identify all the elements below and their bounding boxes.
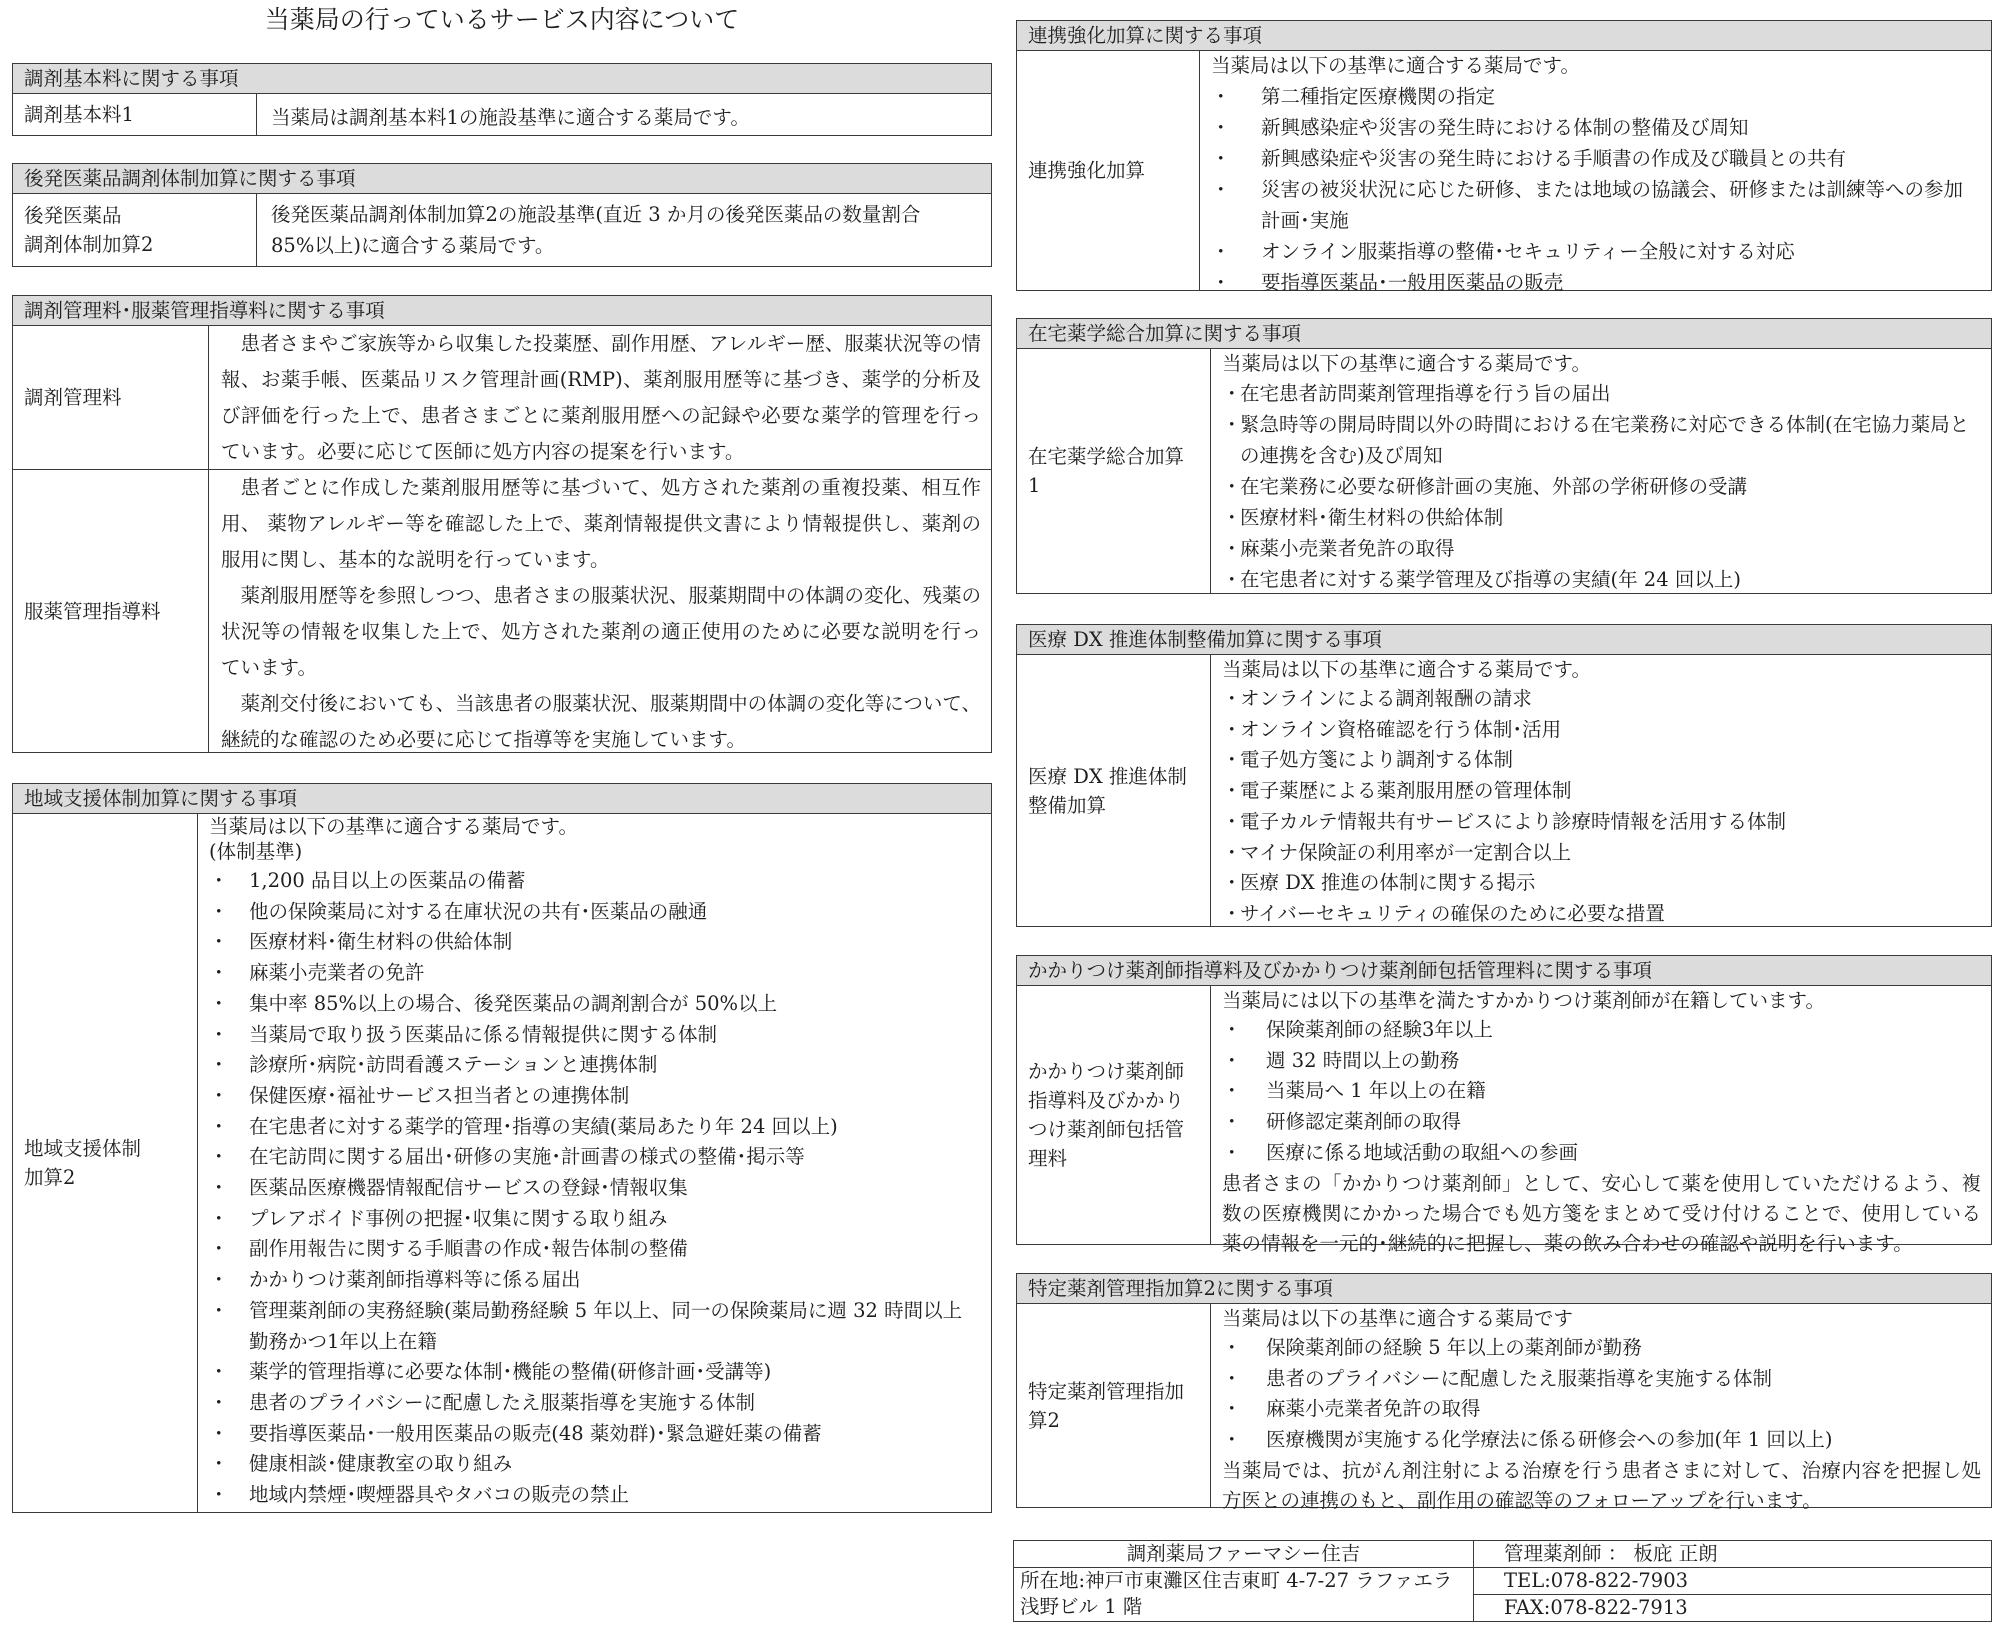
bullet-icon: ・ — [209, 1083, 229, 1107]
paragraph: 薬剤交付後においても、当該患者の服薬状況、服薬期間中の体調の変化等について、継続的な確認のため必要に応じて指導等を実施しています。 — [221, 692, 981, 751]
list-item-text: 管理薬剤師の実務経験(薬局勤務経験 5 年以上、同一の保険薬局に週 32 時間以上勤務かつ1年以上在籍 — [249, 1298, 963, 1353]
bullet-icon: ・ — [1211, 178, 1231, 201]
bullet-icon: ・ — [1222, 779, 1242, 803]
list-item — [1211, 112, 1981, 143]
bullet-icon: ・ — [209, 1360, 229, 1384]
row-label: 服薬管理指導料 — [13, 470, 209, 752]
intro-text: 当薬局は以下の基準に適合する薬局です。 — [1222, 352, 1591, 375]
list-item — [209, 958, 981, 989]
list-item — [1211, 174, 1981, 236]
list-item-text: 保健医療･福祉サービス担当者との連携体制 — [249, 1083, 630, 1107]
bullet-icon: ・ — [1211, 116, 1231, 139]
address-line: 浅野ビル 1 階 — [1020, 1595, 1143, 1618]
list-item — [209, 1419, 981, 1450]
paragraph: 患者さまやご家族等から収集した投薬歴、副作用歴、アレルギー歴、服薬状況等の情報、お薬手帳、医薬品リスク管理計画(RMP)、薬剤服用歴等に基づき、薬学的分析及び評価を行った上で、患者さまごとに薬剤服用歴への記録や必要な薬学的管理を行っています。必要に応じて医師に処方内容の提案を行います。 — [221, 332, 981, 463]
list-item-text: 緊急時等の開局時間以外の時間における在宅業務に対応できる体制(在宅協力薬局との連携を含む)及び周知 — [1240, 413, 1970, 467]
list-item-text: 麻薬小売業者免許の取得 — [1266, 1397, 1481, 1421]
bullet-icon: ・ — [209, 1237, 229, 1261]
list-item-text: 医療に係る地域活動の取組への参画 — [1266, 1140, 1579, 1164]
label-line: 在宅薬学総合加算 — [1028, 445, 1185, 468]
bullet-icon: ・ — [1222, 568, 1242, 591]
list-item — [1211, 267, 1981, 298]
text-line: 85%以上)に適合する薬局です。 — [271, 234, 555, 257]
bullet-icon: ・ — [1222, 717, 1242, 741]
bullet-icon: ・ — [209, 991, 229, 1015]
list-item-text: 診療所･病院･訪問看護ステーションと連携体制 — [249, 1053, 658, 1077]
bullet-icon: ・ — [1222, 413, 1242, 436]
list-item — [209, 1265, 981, 1296]
list-item — [1222, 745, 1981, 776]
label-line: 1 — [1028, 474, 1041, 497]
section-header: 在宅薬学総合加算に関する事項 — [1017, 319, 1991, 349]
bullet-icon: ・ — [1222, 382, 1242, 405]
section-header: 連携強化加算に関する事項 — [1017, 21, 1991, 51]
bullet-icon: ・ — [209, 961, 229, 985]
page-title: 当薬局の行っているサービス内容について — [264, 5, 740, 34]
label-line: 理料 — [1028, 1147, 1068, 1170]
list-item — [209, 989, 981, 1020]
text-line: 後発医薬品調剤体制加算2の施設基準(直近 3 か月の後発医薬品の数量割合 — [271, 203, 921, 226]
row-content — [1211, 655, 1991, 926]
list-item — [1222, 533, 1981, 564]
manager-name: 管理薬剤師 ： 板庇 正朗 — [1504, 1542, 1718, 1565]
bullet-icon: ・ — [209, 1421, 229, 1445]
list-item-text: 在宅患者に対する薬学管理及び指導の実績(年 24 回以上) — [1240, 568, 1741, 591]
section-kohatsu — [12, 163, 992, 267]
list-item — [1222, 1394, 1981, 1425]
list-item-text: 患者のプライバシーに配慮したえ服薬指導を実施する体制 — [1266, 1366, 1773, 1390]
criteria-list — [1222, 1015, 1981, 1169]
bullet-icon: ・ — [1222, 1397, 1242, 1421]
bullet-icon: ・ — [1222, 748, 1242, 772]
contact — [1474, 1568, 1991, 1621]
list-item-text: 在宅訪問に関する届出･研修の実施･計画書の様式の整備･掲示等 — [249, 1145, 805, 1169]
list-item — [1222, 378, 1981, 409]
label-line: 加算2 — [24, 1166, 76, 1189]
bullet-icon: ・ — [209, 1176, 229, 1200]
intro-text: 当薬局は以下の基準に適合する薬局です — [1222, 1307, 1574, 1330]
row-text — [209, 470, 991, 752]
section-renkei — [1016, 20, 1992, 294]
list-item-text: 1,200 品目以上の医薬品の備蓄 — [249, 869, 526, 892]
tel-number: TEL:078-822-7903 — [1474, 1568, 1991, 1595]
label-line: つけ薬剤師包括管 — [1028, 1118, 1185, 1141]
list-item-text: オンラインによる調剤報酬の請求 — [1240, 687, 1532, 710]
bullet-icon: ・ — [1222, 1048, 1242, 1072]
address — [1014, 1568, 1474, 1621]
bullet-icon: ・ — [1211, 240, 1231, 263]
fax-number: FAX:078-822-7913 — [1504, 1596, 1688, 1619]
list-item-text: 医療機関が実施する化学療法に係る研修会への参加(年 1 回以上) — [1266, 1428, 1833, 1452]
list-item-text: 薬学的管理指導に必要な体制･機能の整備(研修計画･受講等) — [249, 1360, 772, 1384]
paragraph: 患者ごとに作成した薬剤服用歴等に基づいて、処方された薬剤の重複投薬、相互作用、 薬物アレルギー等を確認した上で、薬剤情報提供文書により情報提供し、薬剤の服用に関し、基本的な説明を行っています。 — [221, 476, 981, 571]
label-line: 指導料及びかかり — [1028, 1089, 1185, 1112]
list-item-text: 地域内禁煙･喫煙器具やタバコの販売の禁止 — [249, 1483, 630, 1507]
section-header: 後発医薬品調剤体制加算に関する事項 — [13, 164, 991, 194]
label-line: 医療 DX 推進体制 — [1028, 764, 1187, 788]
list-item-text: 在宅患者訪問薬剤管理指導を行う旨の届出 — [1240, 382, 1611, 405]
section-kanri — [12, 295, 992, 753]
list-item — [209, 927, 981, 958]
list-item — [209, 1234, 981, 1265]
bullet-icon: ・ — [209, 1483, 229, 1507]
section-chiiki — [12, 783, 992, 1513]
list-item-text: 在宅患者に対する薬学的管理･指導の実績(薬局あたり年 24 回以上) — [249, 1114, 838, 1138]
list-item-text: 研修認定薬剤師の取得 — [1266, 1110, 1462, 1134]
list-item — [1222, 1076, 1981, 1107]
criteria-list — [1211, 81, 1981, 298]
bullet-icon: ・ — [1222, 901, 1242, 925]
bullet-icon: ・ — [1222, 506, 1242, 529]
section-header: 医療 DX 推進体制整備加算に関する事項 — [1017, 625, 1991, 655]
section-iryo-dx — [1016, 624, 1992, 927]
bullet-icon: ・ — [209, 1145, 229, 1169]
pharmacy-name: 調剤薬局ファーマシー住吉 — [1014, 1541, 1474, 1567]
paragraph: 薬剤服用歴等を参照しつつ、患者さまの服薬状況、服薬期間中の体調の変化、残薬の状況等の情報を収集した上で、処方された薬剤の適正使用のために必要な説明を行っています。 — [221, 584, 981, 679]
row-text — [257, 194, 991, 266]
bullet-icon: ・ — [1222, 871, 1242, 895]
intro-text: 当薬局は以下の基準に適合する薬局です。 — [1211, 54, 1580, 77]
bullet-icon: ・ — [1222, 475, 1242, 498]
section-zaitaku — [1016, 318, 1992, 594]
address-line: 所在地:神戸市東灘区住吉東町 4-7-27 ラファエラ — [1020, 1569, 1453, 1592]
bullet-icon: ・ — [209, 1268, 229, 1292]
list-item — [1222, 1107, 1981, 1138]
row-content — [1211, 349, 1991, 593]
list-item-text: 当薬局で取り扱う医薬品に係る情報提供に関する体制 — [249, 1022, 718, 1046]
list-item-text: 麻薬小売業者免許の取得 — [1240, 537, 1455, 560]
list-item — [1222, 684, 1981, 715]
list-item-text: サイバーセキュリティの確保のために必要な措置 — [1240, 901, 1665, 925]
row-text — [209, 326, 991, 469]
list-item-text: 要指導医薬品･一般用医薬品の販売 — [1261, 271, 1564, 294]
bullet-icon: ・ — [209, 869, 229, 892]
list-item — [1222, 409, 1981, 471]
label-line: 後発医薬品 — [24, 204, 122, 227]
list-item — [1222, 1364, 1981, 1395]
section-header: 調剤基本料に関する事項 — [13, 64, 991, 94]
section-header: かかりつけ薬剤師指導料及びかかりつけ薬剤師包括管理料に関する事項 — [1017, 956, 1991, 986]
list-item — [1222, 1425, 1981, 1456]
label-line: 算2 — [1028, 1408, 1060, 1432]
bullet-icon: ・ — [209, 1452, 229, 1476]
list-item-text: 健康相談･健康教室の取り組み — [249, 1452, 513, 1476]
list-item — [209, 1449, 981, 1480]
intro-text: 当薬局は以下の基準に適合する薬局です。 — [1222, 658, 1591, 681]
list-item-text: 医薬品医療機器情報配信サービスの登録･情報収集 — [249, 1176, 688, 1200]
bullet-icon: ・ — [209, 1022, 229, 1046]
section-header: 特定薬剤管理指加算2に関する事項 — [1017, 1274, 1991, 1304]
list-item-text: 電子薬歴による薬剤服用歴の管理体制 — [1240, 779, 1572, 803]
list-item — [1211, 143, 1981, 174]
section-header: 調剤管理料･服薬管理指導料に関する事項 — [13, 296, 991, 326]
row-label — [13, 194, 257, 266]
list-item-text: 新興感染症や災害の発生時における体制の整備及び周知 — [1261, 116, 1749, 139]
row-text: 当薬局は調剤基本料1の施設基準に適合する薬局です。 — [271, 105, 750, 129]
list-item — [209, 1357, 981, 1388]
bullet-icon: ・ — [1222, 687, 1242, 710]
sub-heading: (体制基準) — [209, 840, 303, 863]
note-text: 当薬局では、抗がん剤注射による治療を行う患者さまに対して、治療内容を把握し処方医との連携のもと、副作用の確認等のフォローアップを行います。 — [1222, 1458, 1981, 1512]
list-item — [1222, 1015, 1981, 1046]
list-item-text: オンライン資格確認を行う体制･活用 — [1240, 717, 1562, 741]
list-item-text: 麻薬小売業者の免許 — [249, 961, 425, 985]
list-item-text: 集中率 85%以上の場合、後発医薬品の調剤割合が 50%以上 — [249, 991, 778, 1015]
list-item — [1222, 502, 1981, 533]
list-item — [209, 1480, 981, 1511]
bullet-icon: ・ — [209, 899, 229, 923]
bullet-icon: ・ — [1222, 1428, 1242, 1452]
list-item — [1222, 807, 1981, 838]
bullet-icon: ・ — [1211, 85, 1231, 108]
list-item-text: 他の保険薬局に対する在庫状況の共有･医薬品の融通 — [249, 899, 708, 923]
row-label — [1017, 1304, 1211, 1507]
bullet-icon: ・ — [1222, 1079, 1242, 1103]
row-label — [13, 814, 198, 1512]
list-item-text: かかりつけ薬剤師指導料等に係る届出 — [249, 1268, 581, 1292]
list-item — [1222, 868, 1981, 899]
list-item-text: オンライン服薬指導の整備･セキュリティー全般に対する対応 — [1261, 240, 1795, 263]
bullet-icon: ・ — [1211, 147, 1231, 170]
list-item-text: 電子処方箋により調剤する体制 — [1240, 748, 1514, 772]
list-item-text: 副作用報告に関する手順書の作成･報告体制の整備 — [249, 1237, 688, 1261]
row-content — [198, 814, 991, 1512]
criteria-list — [209, 866, 981, 1511]
list-item-text: 医療材料･衛生材料の供給体制 — [249, 930, 513, 954]
intro-text: 当薬局には以下の基準を満たすかかりつけ薬剤師が在籍しています。 — [1222, 989, 1825, 1012]
list-item-text: 医療材料･衛生材料の供給体制 — [1240, 506, 1504, 529]
bullet-icon: ・ — [1222, 537, 1242, 560]
label-line: 特定薬剤管理指加 — [1028, 1379, 1185, 1403]
criteria-list — [1222, 1333, 1981, 1456]
list-item — [1222, 471, 1981, 502]
list-item-text: 医療 DX 推進の体制に関する掲示 — [1240, 871, 1536, 895]
row-label — [1017, 986, 1211, 1244]
list-item — [1211, 236, 1981, 267]
criteria-list — [1222, 378, 1981, 595]
list-item — [1222, 715, 1981, 746]
section-kakaritsuke — [1016, 955, 1992, 1255]
list-item — [1222, 899, 1981, 930]
section-chouzai-kihon — [12, 63, 992, 136]
row-label — [1017, 655, 1211, 926]
criteria-list — [1222, 684, 1981, 930]
bullet-icon: ・ — [209, 1114, 229, 1138]
bullet-icon: ・ — [1222, 1110, 1242, 1134]
list-item — [209, 1112, 981, 1143]
label-line: 調剤体制加算2 — [24, 233, 154, 256]
list-item — [209, 1204, 981, 1235]
bullet-icon: ・ — [1222, 1336, 1242, 1359]
intro-text: 当薬局は以下の基準に適合する薬局です。 — [209, 815, 578, 838]
bullet-icon: ・ — [1222, 809, 1242, 833]
list-item — [1222, 564, 1981, 595]
bullet-icon: ・ — [1222, 840, 1242, 864]
label-line: かかりつけ薬剤師 — [1028, 1060, 1185, 1083]
list-item — [209, 1388, 981, 1419]
list-item — [1211, 81, 1981, 112]
list-item — [209, 1081, 981, 1112]
bullet-icon: ・ — [209, 1390, 229, 1414]
pharmacy-info-box — [1013, 1540, 1992, 1622]
bullet-icon: ・ — [1222, 1366, 1242, 1390]
list-item-text: 週 32 時間以上の勤務 — [1266, 1048, 1460, 1072]
bullet-icon: ・ — [1222, 1140, 1242, 1164]
list-item-text: プレアボイド事例の把握･収集に関する取り組み — [249, 1206, 668, 1230]
list-item — [1222, 1138, 1981, 1169]
list-item-text: 在宅業務に必要な研修計画の実施、外部の学術研修の受講 — [1240, 475, 1748, 498]
row-content — [1200, 51, 1991, 294]
bullet-icon: ・ — [1222, 1018, 1242, 1041]
list-item-text: 災害の被災状況に応じた研修、または地域の協議会、研修または訓練等への参加計画･実施 — [1261, 178, 1964, 232]
list-item — [1222, 776, 1981, 807]
list-item-text: マイナ保険証の利用率が一定割合以上 — [1240, 840, 1572, 864]
row-label: 連携強化加算 — [1017, 51, 1200, 290]
row-label — [1017, 349, 1211, 593]
bullet-icon: ・ — [209, 930, 229, 954]
label-line: 地域支援体制 — [24, 1137, 142, 1160]
list-item — [209, 866, 981, 897]
list-item-text: 当薬局へ 1 年以上の在籍 — [1266, 1079, 1486, 1103]
list-item — [209, 1142, 981, 1173]
label-line: 整備加算 — [1028, 793, 1107, 817]
section-header: 地域支援体制加算に関する事項 — [13, 784, 991, 814]
row-content — [1211, 1304, 1991, 1512]
list-item-text: 第二種指定医療機関の指定 — [1261, 85, 1496, 108]
bullet-icon: ・ — [209, 1053, 229, 1077]
list-item-text: 新興感染症や災害の発生時における手順書の作成及び職員との共有 — [1261, 147, 1847, 170]
list-item — [1222, 1333, 1981, 1364]
row-content — [1211, 986, 1991, 1255]
list-item — [209, 1296, 981, 1357]
list-item — [1222, 838, 1981, 869]
list-item-text: 患者のプライバシーに配慮したえ服薬指導を実施する体制 — [249, 1390, 756, 1414]
list-item — [1222, 1046, 1981, 1077]
list-item — [209, 1173, 981, 1204]
note-text: 患者さまの「かかりつけ薬剤師」として、安心して薬を使用していただけるよう、複数の医療機関にかかった場合でも処方箋をまとめて受け付けることで、使用している薬の情報を一元的･継続的に把握し、薬の飲み合わせの確認や説明を行います。 — [1222, 1171, 1981, 1255]
list-item-text: 要指導医薬品･一般用医薬品の販売(48 薬効群)･緊急避妊薬の備蓄 — [249, 1421, 822, 1445]
section-tokutei — [1016, 1273, 1992, 1512]
list-item-text: 電子カルテ情報共有サービスにより診療時情報を活用する体制 — [1240, 809, 1787, 833]
list-item-text: 保険薬剤師の経験 5 年以上の薬剤師が勤務 — [1266, 1336, 1642, 1359]
list-item — [209, 1020, 981, 1051]
bullet-icon: ・ — [209, 1298, 229, 1322]
bullet-icon: ・ — [1211, 271, 1231, 294]
row-label: 調剤基本料1 — [13, 94, 257, 135]
list-item — [209, 897, 981, 928]
list-item-text: 保険薬剤師の経験3年以上 — [1266, 1018, 1493, 1041]
bullet-icon: ・ — [209, 1206, 229, 1230]
row-label: 調剤管理料 — [13, 326, 209, 469]
list-item — [209, 1050, 981, 1081]
